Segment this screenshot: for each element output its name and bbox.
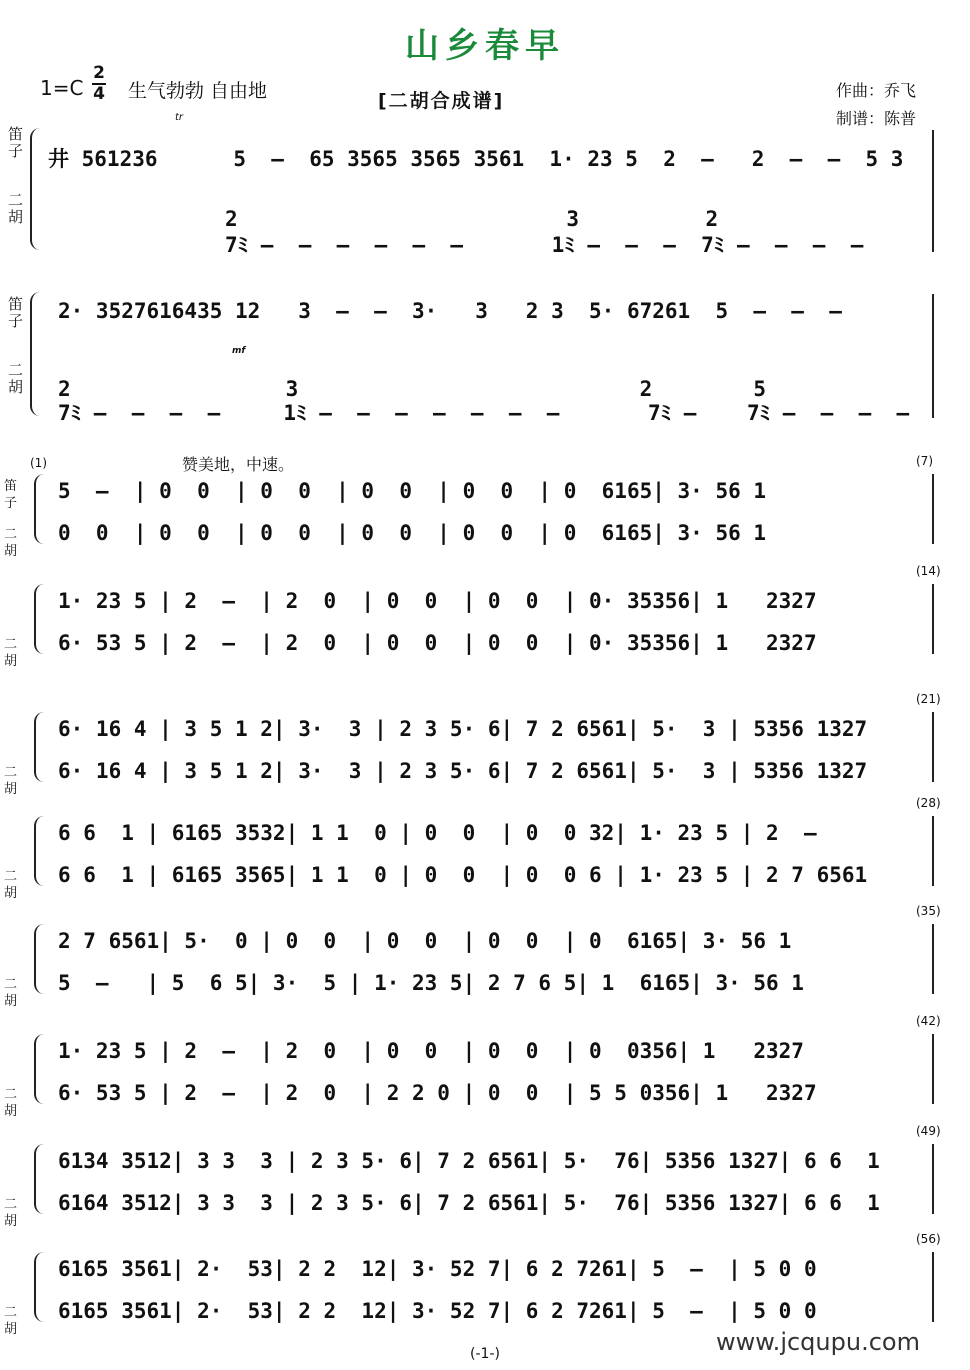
time-signature — [92, 64, 106, 104]
expression-marking: 赞美地，中速。 — [182, 455, 295, 474]
intro-erhu-line-1b: 7ﾐ – – – – – – 1ﾐ – – – 7ﾐ – – – – — [48, 233, 864, 257]
intro-erhu-line-1a: 2 3 2 — [48, 207, 719, 231]
staff-brace — [30, 292, 40, 416]
system-top-line: 6134 3512| 3 3 3 | 2 3 5· 6| 7 2 6561| 5· 76| 5356 1327| 6 6 1 — [58, 1149, 880, 1173]
label-erhu: 二胡 — [4, 1087, 18, 1119]
barline — [932, 816, 934, 886]
system-bottom-line: 0 0 | 0 0 | 0 0 | 0 0 | 0 0 | 0 6165| 3· 56 1 — [58, 521, 767, 545]
label-erhu: 二胡 — [8, 361, 24, 396]
trill-mark: tr — [175, 112, 184, 123]
staff-brace — [34, 584, 44, 654]
measure-number-end: (7) — [916, 454, 933, 468]
dynamic-mf: mf — [232, 346, 246, 356]
staff-brace — [34, 474, 44, 544]
label-dizi: 笛子 — [8, 125, 24, 160]
barline — [932, 1034, 934, 1104]
staff-brace — [34, 712, 44, 782]
measure-number-end: (56) — [916, 1232, 941, 1246]
staff-brace — [34, 1034, 44, 1104]
system-top-line: 1· 23 5 | 2 – | 2 0 | 0 0 | 0 0 | 0 0356| 1 2327 — [58, 1039, 804, 1063]
barline — [932, 1144, 934, 1214]
intro-erhu-line-2a: 2 3 2 5 — [58, 377, 767, 401]
barline — [932, 130, 934, 252]
system-bottom-line: 6 6 1 | 6165 3565| 1 1 0 | 0 0 | 0 0 6 | 1· 23 5 | 2 7 6561 — [58, 863, 868, 887]
staff-brace — [34, 924, 44, 994]
system-top-line: 2 7 6561| 5· 0 | 0 0 | 0 0 | 0 0 | 0 6165| 3· 56 1 — [58, 929, 792, 953]
system-top-line: 1· 23 5 | 2 – | 2 0 | 0 0 | 0 0 | 0· 35356| 1 2327 — [58, 589, 817, 613]
label-erhu: 二胡 — [4, 765, 18, 797]
label-erhu: 二胡 — [4, 977, 18, 1009]
key-signature: 1=C — [40, 76, 84, 100]
tempo-marking: 生气勃勃 自由地 — [128, 80, 268, 102]
label-erhu: 二胡 — [4, 869, 18, 901]
arranger-credit: 制谱：陈普 — [836, 109, 917, 128]
system-bottom-line: 6165 3561| 2· 53| 2 2 12| 3· 52 7| 6 2 7261| 5 – | 5 0 0 — [58, 1299, 817, 1323]
measure-number-end: (21) — [916, 692, 941, 706]
page-title: 山乡春早 — [405, 26, 565, 66]
page-number: (-1-) — [470, 1346, 500, 1362]
system-top-line: 5 – | 0 0 | 0 0 | 0 0 | 0 0 | 0 6165| 3· 56 1 — [58, 479, 767, 503]
system-bottom-line: 5 – | 5 6 5| 3· 5 | 1· 23 5| 2 7 6 5| 1 6165| 3· 56 1 — [58, 971, 804, 995]
measure-number-end: (28) — [916, 796, 941, 810]
staff-brace — [30, 128, 40, 250]
staff-brace — [34, 1144, 44, 1214]
intro-dizi-line-2: 2· 3527616435 12 3 – – 3· 3 2 3 5· 67261 5 – – – — [58, 299, 842, 323]
subtitle: [二胡合成谱] — [378, 90, 505, 112]
measure-number: (1) — [30, 456, 47, 470]
composer-credit: 作曲：乔飞 — [836, 81, 917, 100]
system-bottom-line: 6164 3512| 3 3 3 | 2 3 5· 6| 7 2 6561| 5· 76| 5356 1327| 6 6 1 — [58, 1191, 880, 1215]
system-bottom-line: 6· 53 5 | 2 – | 2 0 | 2 2 0 | 0 0 | 5 5 0356| 1 2327 — [58, 1081, 817, 1105]
time-signature-top: 2 — [93, 63, 105, 83]
barline — [932, 712, 934, 782]
system-bottom-line: 6· 16 4 | 3 5 1 2| 3· 3 | 2 3 5· 6| 7 2 6561| 5· 3 | 5356 1327 — [58, 759, 868, 783]
time-signature-bottom: 4 — [93, 84, 105, 104]
system-top-line: 6165 3561| 2· 53| 2 2 12| 3· 52 7| 6 2 7261| 5 – | 5 0 0 — [58, 1257, 817, 1281]
system-bottom-line: 6· 53 5 | 2 – | 2 0 | 0 0 | 0 0 | 0· 35356| 1 2327 — [58, 631, 817, 655]
watermark: www.jcqupu.com — [716, 1328, 920, 1356]
measure-number-end: (14) — [916, 564, 941, 578]
measure-number-end: (35) — [916, 904, 941, 918]
label-erhu: 二胡 — [4, 637, 18, 669]
intro-dizi-line-1: 井 561236 5 – 65 3565 3565 3561 1· 23 5 2 – 2 – – 5 3 — [48, 147, 904, 171]
label-erhu: 二胡 — [4, 1197, 18, 1229]
label-dizi: 笛子 — [4, 479, 18, 511]
system-top-line: 6· 16 4 | 3 5 1 2| 3· 3 | 2 3 5· 6| 7 2 6561| 5· 3 | 5356 1327 — [58, 717, 868, 741]
label-erhu: 二胡 — [8, 191, 24, 226]
barline — [932, 924, 934, 994]
staff-brace — [34, 1252, 44, 1322]
barline — [932, 294, 934, 418]
measure-number-end: (42) — [916, 1014, 941, 1028]
intro-erhu-line-2b: 7ﾐ – – – – 1ﾐ – – – – – – – 7ﾐ – 7ﾐ – – – – — [58, 401, 910, 425]
label-dizi: 笛子 — [8, 295, 24, 330]
system-top-line: 6 6 1 | 6165 3532| 1 1 0 | 0 0 | 0 0 32| 1· 23 5 | 2 – — [58, 821, 817, 845]
barline — [932, 1252, 934, 1322]
label-erhu: 二胡 — [4, 1305, 18, 1337]
barline — [932, 474, 934, 544]
barline — [932, 584, 934, 654]
label-erhu: 二胡 — [4, 527, 18, 559]
staff-brace — [34, 816, 44, 886]
measure-number-end: (49) — [916, 1124, 941, 1138]
